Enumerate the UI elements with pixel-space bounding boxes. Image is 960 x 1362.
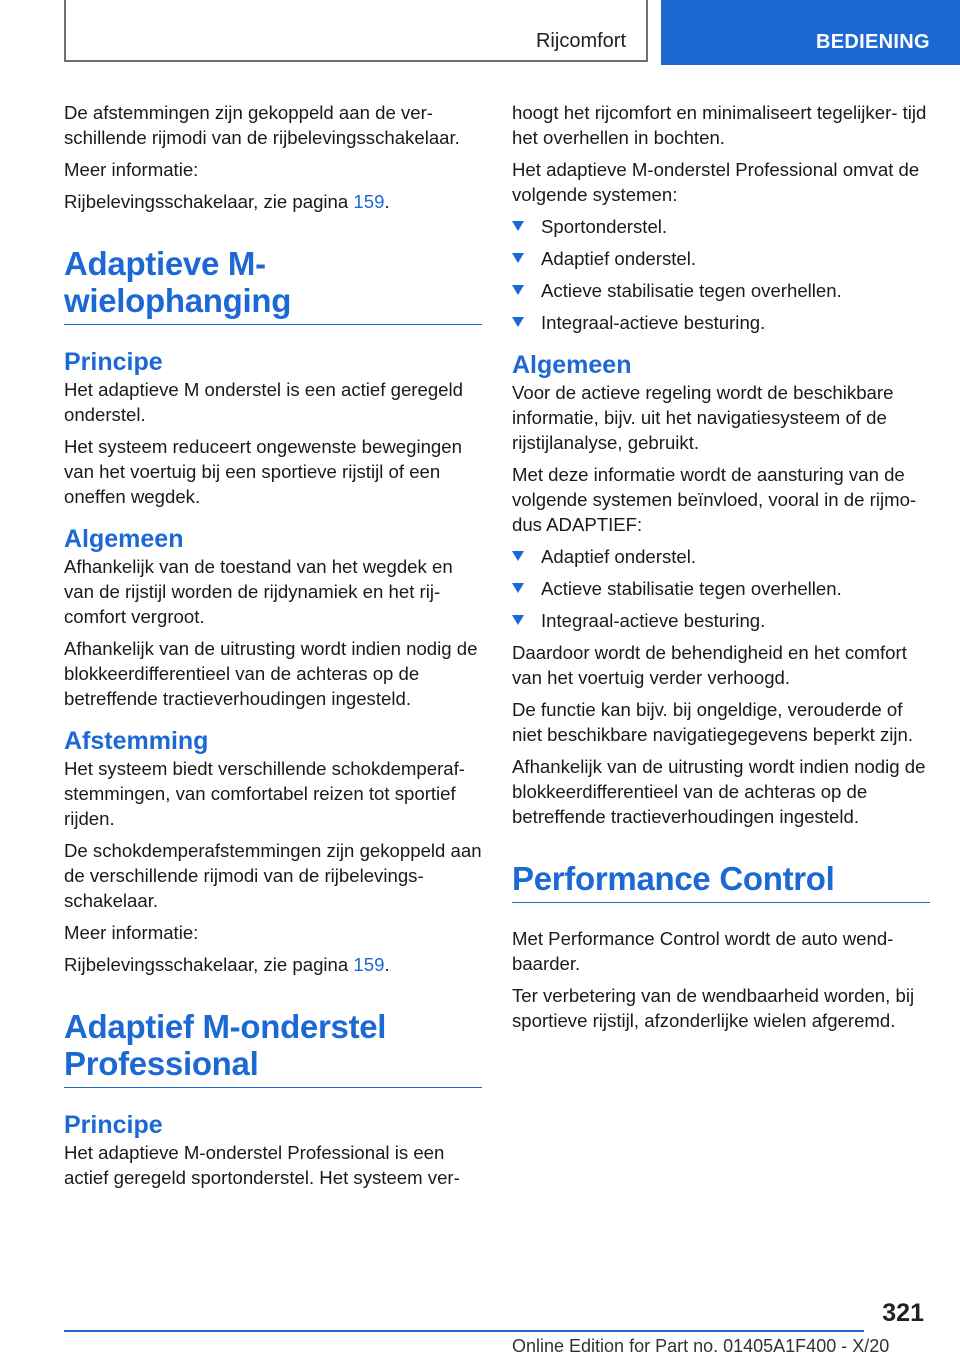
triangle-bullet-icon [512,253,524,263]
triangle-bullet-icon [512,285,524,295]
page-link[interactable]: 159 [353,191,385,212]
triangle-bullet-icon [512,317,524,327]
influenced-systems-list [512,544,930,633]
heading-afstemming: Afstemming [64,727,209,755]
heading-algemeen: Algemeen [64,525,184,553]
heading-adaptive-suspension: Adaptieve M- wielophanging [64,245,482,325]
triangle-bullet-icon [512,551,524,561]
more-info-label: Meer informatie: [64,159,199,180]
footer-divider [64,1330,864,1332]
heading-m-chassis-professional: Adaptief M-onderstel Professional [64,1008,482,1088]
page-link[interactable]: 159 [353,954,385,975]
heading-algemeen: Algemeen [512,351,632,379]
list-item: Integraal-actieve besturing. [512,310,930,335]
cross-reference: Rijbelevingsschakelaar, zie pagina 159. [64,191,390,212]
systems-list [512,214,930,335]
principe-paragraph-1: Het adaptieve M onderstel is een actief geregeld onderstel. [64,379,463,425]
performance-paragraph-1: Met Performance Control wordt de auto wend- baarder. [512,928,894,974]
list-item: Sportonderstel. [512,214,930,239]
algemeen-paragraph-5: Afhankelijk van de uitrusting wordt indien nodig de blokkeerdifferentieel van de achteras op de betreffende tractieverhoudingen ingesteld. [512,756,926,827]
algemeen-paragraph-4: De functie kan bijv. bij ongeldige, verouderde of niet beschikbare navigatiegegevens beperkt zijn. [512,699,914,745]
list-item: Actieve stabilisatie tegen overhellen. [512,576,930,601]
triangle-bullet-icon [512,615,524,625]
afstemming-paragraph-1: Het systeem biedt verschillende schokdemperaf- stemmingen, van comfortabel reizen tot sportief rijden. [64,758,465,829]
left-column [64,100,482,1197]
algemeen-paragraph-1: Voor de actieve regeling wordt de beschikbare informatie, bijv. uit het navigatiesysteem of de rijstijlanalyse, gebruikt. [512,382,894,453]
list-item: Adaptief onderstel. [512,544,930,569]
algemeen-paragraph-2: Met deze informatie wordt de aansturing van de volgende systemen beïnvloed, vooral in de rijmo- dus ADAPTIEF: [512,464,917,535]
list-item: Actieve stabilisatie tegen overhellen. [512,278,930,303]
right-column [512,100,930,1040]
header-chapter-tab: BEDIENING [661,0,960,65]
continued-paragraph: hoogt het rijcomfort en minimaliseert tegelijker- tijd het overhellen in bochten. [512,102,927,148]
list-item: Integraal-actieve besturing. [512,608,930,633]
performance-paragraph-2: Ter verbetering van de wendbaarheid worden, bij sportieve rijstijl, afzonderlijke wielen afgeremd. [512,985,915,1031]
cross-reference-text: Rijbelevingsschakelaar, zie pagina [64,954,354,975]
triangle-bullet-icon [512,583,524,593]
cross-reference-text: Rijbelevingsschakelaar, zie pagina [64,191,354,212]
more-info-label: Meer informatie: [64,922,199,943]
algemeen-paragraph-2: Afhankelijk van de uitrusting wordt indien nodig de blokkeerdifferentieel van de achteras op de betreffende tractieverhoudingen ingesteld. [64,638,478,709]
footer-edition-text: Online Edition for Part no. 01405A1F400 - X/20 [512,1336,890,1356]
heading-principe: Principe [64,1111,163,1139]
principe2-paragraph-1: Het adaptieve M-onderstel Professional is een actief geregeld sportonderstel. Het systeem ver- [64,1142,460,1188]
list-item: Adaptief onderstel. [512,246,930,271]
systems-intro-paragraph: Het adaptieve M-onderstel Professional omvat de volgende systemen: [512,159,920,205]
algemeen-paragraph-1: Afhankelijk van de toestand van het wegdek en van de rijstijl worden de rijdynamiek en het rij- comfort vergroot. [64,556,453,627]
principe-paragraph-2: Het systeem reduceert ongewenste bewegingen van het voertuig bij een sportieve rijstijl of een oneffen wegdek. [64,436,462,507]
intro-paragraph: De afstemmingen zijn gekoppeld aan de ver- schillende rijmodi van de rijbelevingsschakelaar. [64,102,460,148]
heading-performance-control: Performance Control [512,860,930,903]
header-section-title: Rijcomfort [535,30,626,52]
afstemming-paragraph-2: De schokdemperafstemmingen zijn gekoppeld aan de verschillende rijmodi van de rijbelevings- schakelaar. [64,840,482,911]
triangle-bullet-icon [512,221,524,231]
algemeen-paragraph-3: Daardoor wordt de behendigheid en het comfort van het voertuig verder verhoogd. [512,642,907,688]
heading-principe: Principe [64,348,163,376]
cross-reference: Rijbelevingsschakelaar, zie pagina 159. [64,954,390,975]
page-number: 321 [882,1299,924,1327]
